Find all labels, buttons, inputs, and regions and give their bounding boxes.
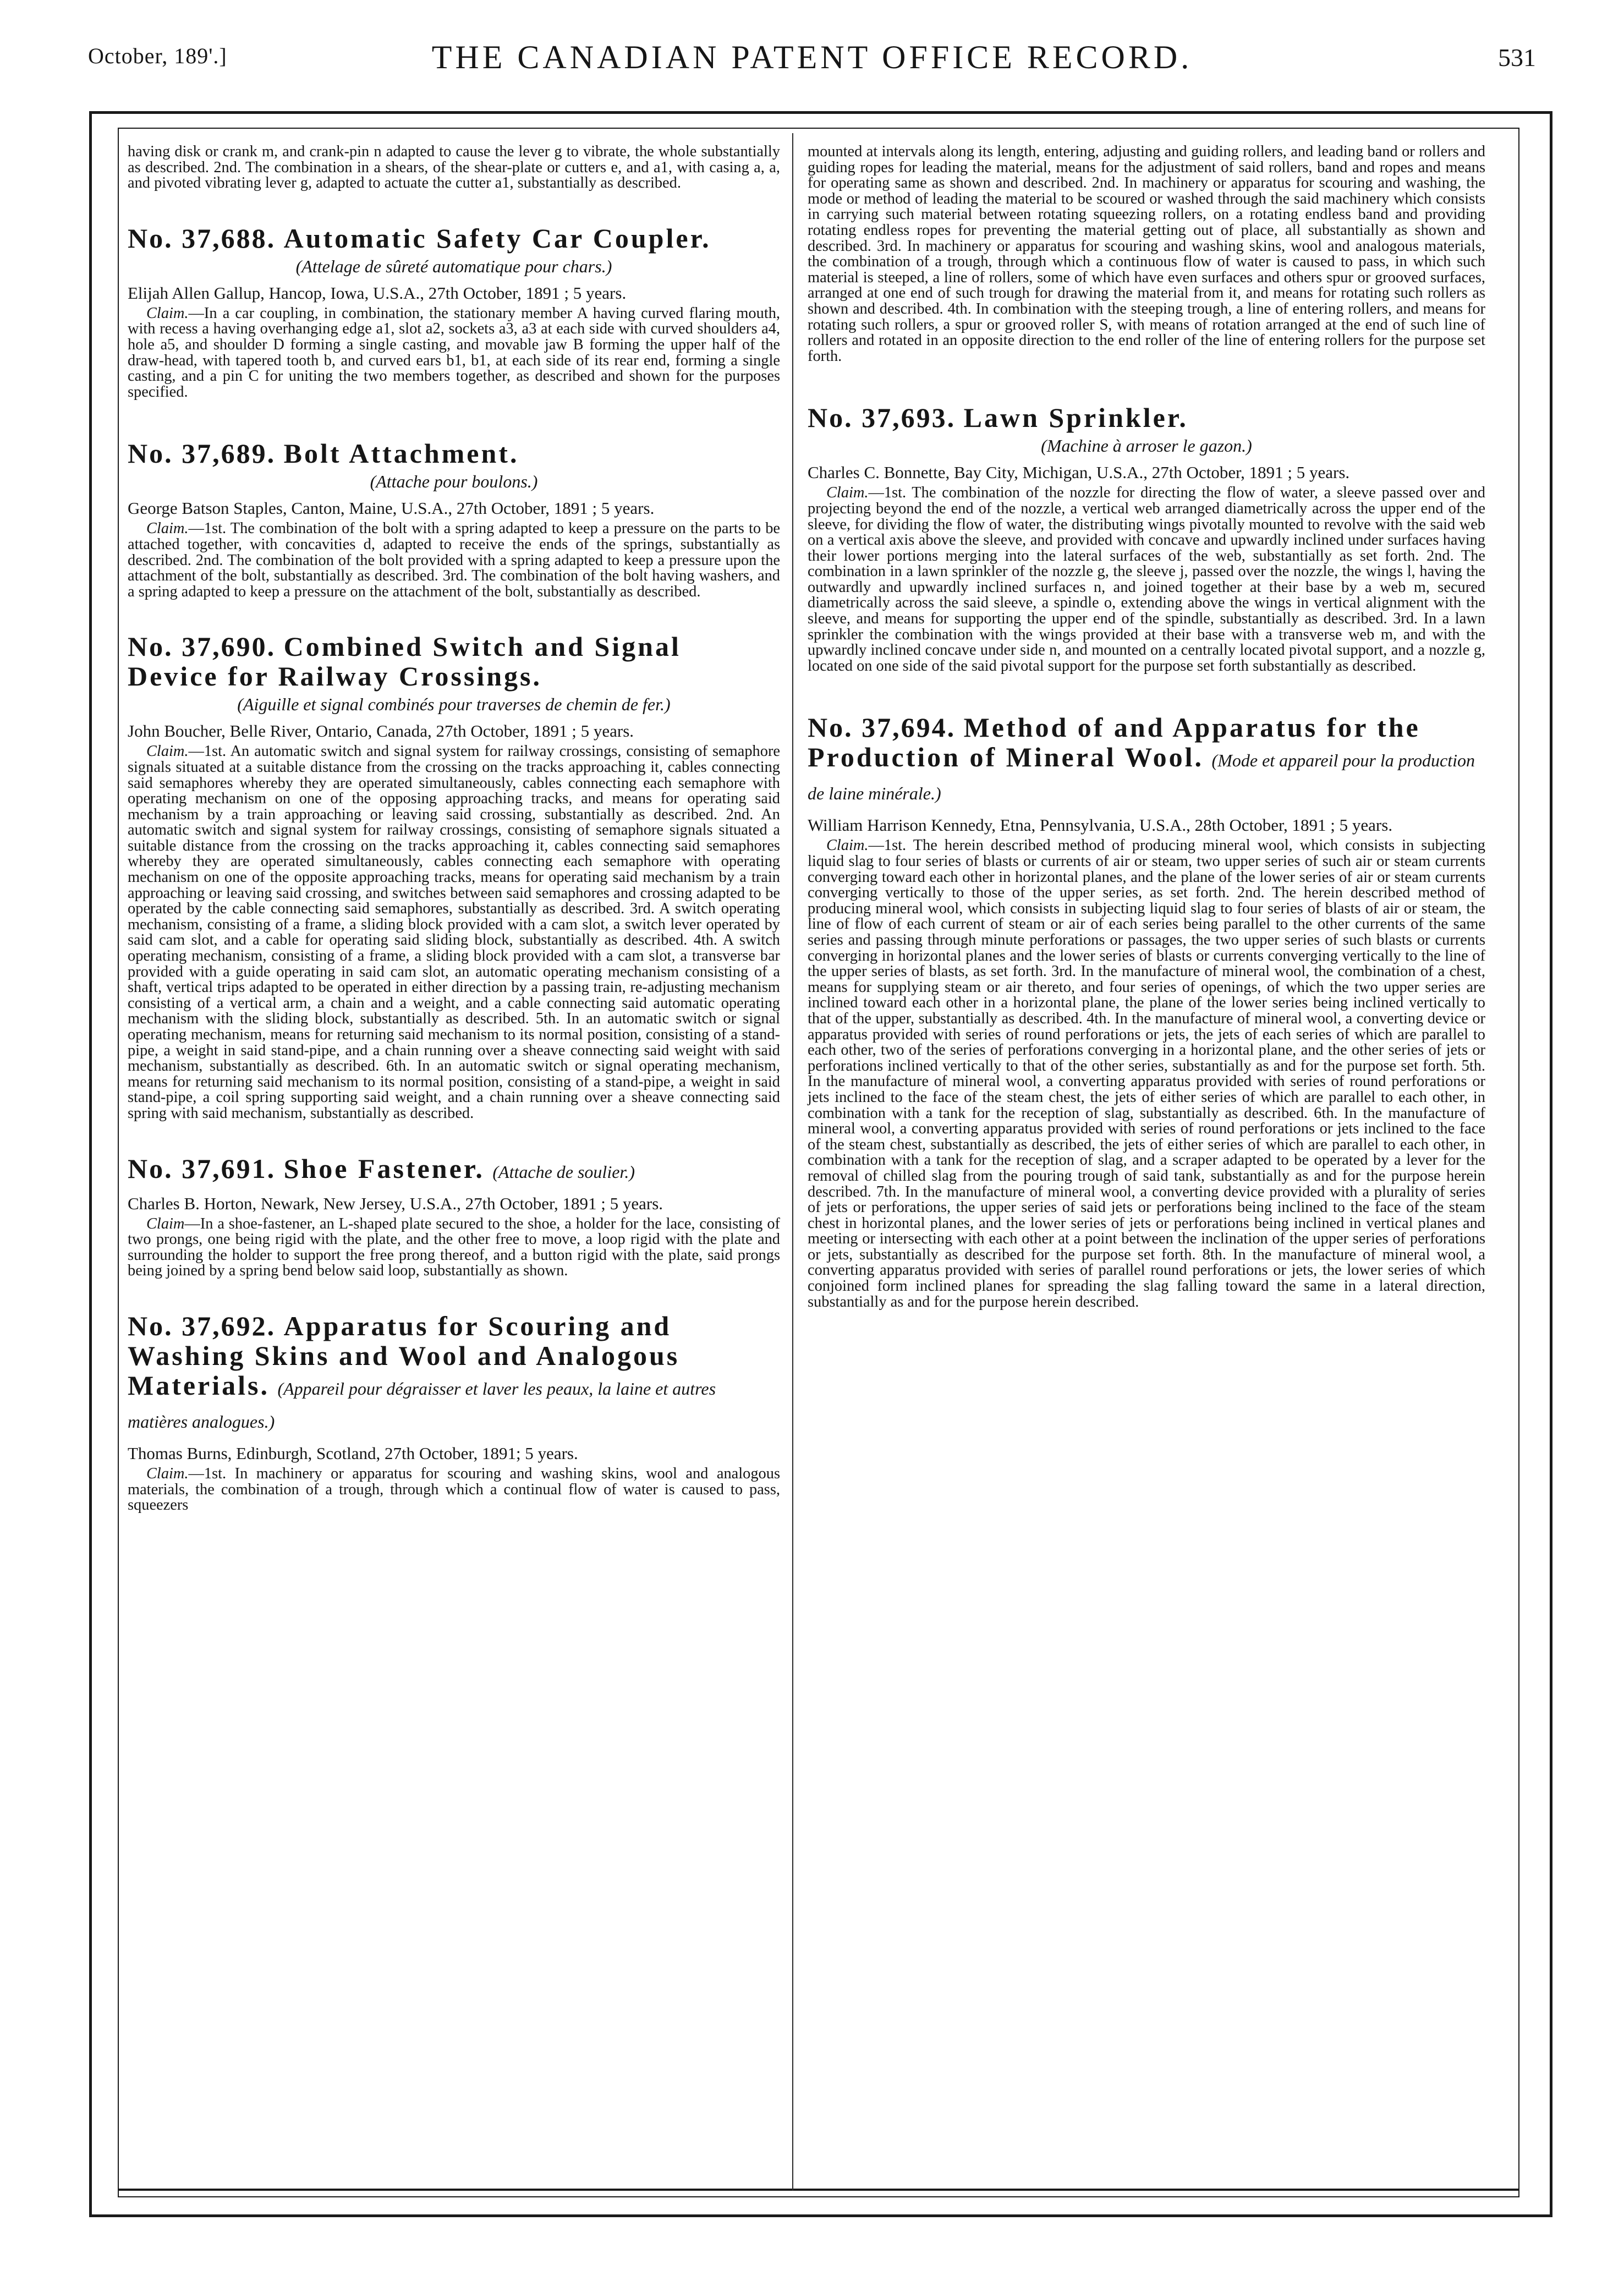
- entry-french-title: (Attache pour boulons.): [370, 471, 538, 492]
- frame-bottom-rule: [118, 2189, 1519, 2191]
- entry-inventor: Charles B. Horton, Newark, New Jersey, U.S.A., 27th October, 1891 ; 5 years.: [128, 1193, 663, 1213]
- header-date: October, 189'.]: [88, 43, 227, 68]
- entry-inventor: Charles C. Bonnette, Bay City, Michigan, U.S.A., 27th October, 1891 ; 5 years.: [808, 463, 1350, 482]
- entry-heading: [128, 632, 780, 691]
- claim-label: Claim: [146, 1215, 185, 1232]
- patent-entry-37691: [128, 1154, 780, 1279]
- entry-french-title: (Attache de soulier.): [492, 1161, 635, 1182]
- claim-text: —In a shoe-fastener, an L-shaped plate secured to the shoe, a holder for the lace, consisting of two prongs, one being rigid with the plate, and the other free to move, a loop rigid with the plate and surrounding the holder to support the free prong thereof, and a button rigid with the plate, said prongs being joined by a spring bend below said loop, substantially as shown.: [128, 1215, 780, 1280]
- patent-entry-37689: [128, 438, 780, 600]
- entry-claim: [128, 1216, 780, 1279]
- entry-french-title: (Mode et appareil pour la production de laine minérale.): [808, 750, 1475, 804]
- entry-heading: [128, 438, 780, 468]
- entry-inventor: Thomas Burns, Edinburgh, Scotland, 27th October, 1891; 5 years.: [128, 1443, 578, 1463]
- entry-claim: [808, 485, 1485, 674]
- right-column: [808, 144, 1485, 1310]
- claim-label: Claim.: [146, 304, 189, 322]
- entry-title: Automatic Safety Car Coupler.: [283, 222, 711, 254]
- entry-number: No. 37,689.: [128, 438, 276, 469]
- entry-number: No. 37,692.: [128, 1310, 276, 1341]
- entry-number: No. 37,691.: [128, 1153, 276, 1184]
- entry-title: Shoe Fastener.: [283, 1153, 485, 1184]
- entry-heading: [128, 223, 780, 253]
- claim-text: —1st. In machinery or apparatus for scouring and washing skins, wool and analogous materials, the combination of a trough, through which a continual flow of water is caused to pass, squeezers: [128, 1465, 780, 1514]
- claim-text: —1st. The combination of the nozzle for directing the flow of water, a sleeve passed over and projecting beyond the end of the nozzle, a vertical web arranged diametrically across the upper end of the sleeve, for dividing the flow of water, the distributing wings pivotally mounted to revolve with the said web on a vertical axis above the sleeve, and provided with concave and upwardly inclined under surfaces having their lower portions merging into the lateral surfaces of the web, substantially as set forth. 2nd. The combination in a lawn sprinkler of the nozzle g, the sleeve j, passed over the nozzle, the wings l, having the outwardly and upwardly inclined surfaces n, and joined together at their base by a web m, secured diametrically across the said sleeve, a spindle o, extending above the wings in vertical alignment with the sleeve, and means for supporting the upper end of the spindle, substantially as described. 3rd. In a lawn sprinkler the combination with the wings provided at their base with a transverse web m, and with the upwardly inclined concave under side n, and mounted on a centrally located pivotal support, and a nozzle g, located on one side of the said pivotal support for the purpose set forth substantially as described.: [808, 484, 1485, 675]
- entry-heading: [128, 1154, 780, 1187]
- entry-french-title: (Appareil pour dégraisser et laver les peaux, la laine et autres matières analogues.): [128, 1378, 716, 1432]
- entry-number: No. 37,688.: [128, 222, 276, 254]
- claim-label: Claim.: [826, 484, 869, 502]
- entry-french-title: (Attelage de sûreté automatique pour chars.): [295, 256, 612, 276]
- patent-entry-37694: [808, 712, 1485, 1310]
- entry-inventor: John Boucher, Belle River, Ontario, Canada, 27th October, 1891 ; 5 years.: [128, 721, 634, 741]
- entry-claim: [128, 306, 780, 401]
- entry-title: Method of and Apparatus for the Production of Mineral Wool.: [808, 712, 1420, 773]
- right-continuation: mounted at intervals along its length, entering, adjusting and guiding rollers, and leading band or rollers and guiding ropes for leading the material, means for the adjustment of said rollers, band and ropes and means for operating same as shown and described. 2nd. In machinery or apparatus for scouring and washing, the mode or method of leading the material to be scoured or washed through the said machinery which consists in carrying such material between rotating squeezing rollers, on a rotating endless band and providing rotating endless ropes for preventing the material getting out of place, all substantially as shown and described. 3rd. In machinery or apparatus for scouring and washing skins, wool and analogous materials, the combination of a trough, through which a continuous flow of water is caused to pass, in which such material is steeped, a line of rollers, some of which have even surfaces and others spur or grooved surfaces, arranged at one end of such trough for drawing the material from it, and means for rotating such rollers as shown and described. 4th. In combination with the steeping trough, a line of entering rollers, and means for rotating such rollers, a spur or grooved roller S, with means of rotation arranged at the end of such line of rollers and rotated in an opposite direction to the end roller of the line of entering rollers for the purpose set forth.: [808, 143, 1485, 365]
- entry-title: Combined Switch and Signal Device for Railway Crossings.: [128, 631, 681, 692]
- header-title: THE CANADIAN PATENT OFFICE RECORD.: [431, 39, 1193, 75]
- claim-text: —1st. The herein described method of producing mineral wool, which consists in subjecting liquid slag to four series of blasts or currents of air or steam, two upper series of such air or steam currents converging toward each other in horizontal planes, and the plane of the lower series of air or steam currents converging vertically to those of the upper series, as set forth. 2nd. The herein described method of producing mineral wool, which consists in subjecting liquid slag to four series of blasts of air or steam, the line of flow of each current of steam or air of each series being parallel to the other currents of the same series and passing through minute perforations or passages, the two upper series of such blasts or currents converging in horizontal planes and the lower series of blasts or currents converging vertically to the line of the upper series of blasts, as set forth. 3rd. In the manufacture of mineral wool, the combination of a chest, means for supplying steam or air thereto, and four series of openings, of which the two upper series are inclined toward each other in a horizontal plane, the plane of the lower series being inclined vertically to that of the upper, substantially as described. 4th. In the manufacture of mineral wool, a converting device or apparatus provided with series of round perforations or jets, the jets of each series of which are parallel to each other, two of the series of perforations converging in a horizontal plane, and the other series of jets or perforations inclined vertically to that of the other series, substantially as and for the purpose set forth. 5th. In the manufacture of mineral wool, a converting apparatus provided with series of round perforations or jets inclined to the face of the steam chest, the jets of either series of which are parallel to each other, in combination with a tank for the reception of slag, substantially as described. 6th. In the manufacture of mineral wool, a converting apparatus provided with series of round perforations or jets inclined to the face of the steam chest, substantially as described, the jets of either series of which are parallel to each other, in combination with a tank for the reception of slag, and a scraper adapted to be operated by a lever for the removal of chilled slag from the pouring trough of said tank, substantially as and for the purpose herein described. 7th. In the manufacture of mineral wool, a converting device provided with a plurality of series of jets or perforations, the upper series of said jets or perforations being inclined to the face of the steam chest in horizontal planes, and the lower series of jets or perforations being inclined in vertical planes and meeting or intersecting with each other at a point between the inclination of the upper series of perforations or jets, substantially as described for the purpose set forth. 8th. In the manufacture of mineral wool, a converting apparatus provided with series of parallel round perforations or jets, the lower series of which conjoined form inclined planes for spreading the slag falling toward the same in a lateral direction, substantially as and for the purpose herein described.: [808, 837, 1485, 1311]
- claim-label: Claim.: [146, 1465, 189, 1482]
- claim-text: —1st. The combination of the bolt with a spring adapted to keep a pressure on the parts to be attached together, with concavities d, adapted to receive the ends of the springs, substantially as described. 2nd. The combination of the bolt provided with a spring adapted to keep a pressure upon the attachment of the bolt, substantially as described. 3rd. The combination of the bolt having washers, and a spring adapted to keep a pressure on the attachment of the bolt, substantially as described.: [128, 520, 780, 600]
- left-column: [128, 144, 780, 1514]
- entry-heading: [808, 712, 1485, 808]
- entry-claim: [128, 1466, 780, 1514]
- entry-title: Lawn Sprinkler.: [963, 402, 1188, 434]
- patent-entry-37688: [128, 223, 780, 401]
- entry-claim: [128, 744, 780, 1121]
- claim-label: Claim.: [826, 837, 869, 854]
- entry-claim: [808, 838, 1485, 1310]
- entry-claim: [128, 521, 780, 600]
- entry-number: No. 37,690.: [128, 631, 276, 662]
- patent-entry-37692: [128, 1311, 780, 1514]
- claim-text: —1st. An automatic switch and signal system for railway crossings, consisting of semaphore signals situated at a suitable distance from the crossing on the tracks approaching it, cables connecting said semaphores whereby they are operated simultaneously, cables connecting each semaphore with operating mechanism on one of the opposing approaching tracks, and means for operating said mechanism by a train approaching or leaving said crossing, substantially as described. 2nd. An automatic switch and signal system for railway crossings, consisting of semaphore signals situated a suitable distance from the crossing on the tracks approaching it, cables connecting said semaphores whereby they are operated simultaneously, cables connecting each semaphore with operating mechanism on one of the opposite approaching tracks, means for operating said mechanism by a train approaching or leaving said crossing, and switches between said semaphores and crossing adapted to be operated by the cable connecting said semaphores, substantially as described. 3rd. A switch operating mechanism, consisting of a frame, a sliding block provided with a cam slot, a switch lever operated by said cam slot, and a cable for operating said sliding block, substantially as described. 4th. A switch operating mechanism, consisting of a frame, a sliding block provided with a cam slot, a transverse bar provided with a guide operating in said cam slot, an automatic operating mechanism consisting of a shaft, vertical trips adapted to be operated in either direction by a passing train, re-adjusting mechanism consisting of a vertical arm, a chain and a weight, and a cable connecting said automatic operating mechanism with the sliding block, substantially as described. 5th. In an automatic switch or signal operating mechanism, means for returning said mechanism to its normal position, consisting of a stand-pipe, a weight in said stand-pipe, and a chain running over a sheave connecting said weight with said mechanism, substantially as described. 6th. In an automatic switch or signal operating mechanism, means for returning said mechanism to its normal position, consisting of a stand-pipe, a weight in said stand-pipe, a coil spring supporting said weight, and a chain running over a sheave connecting said spring with said mechanism, substantially as described.: [128, 743, 780, 1122]
- claim-label: Claim.: [146, 520, 189, 538]
- header-page-number: 531: [1498, 43, 1536, 72]
- entry-title: Bolt Attachment.: [283, 438, 519, 469]
- patent-entry-37693: [808, 403, 1485, 674]
- entry-number: No. 37,694.: [808, 712, 956, 743]
- entry-inventor: William Harrison Kennedy, Etna, Pennsylvania, U.S.A., 28th October, 1891 ; 5 years.: [808, 815, 1393, 835]
- column-divider: [792, 133, 793, 2191]
- entry-french-title: (Aiguille et signal combinés pour traverses de chemin de fer.): [237, 694, 671, 715]
- entry-title: Apparatus for Scouring and Washing Skins and Wool and Analogous Materials.: [128, 1310, 680, 1401]
- entry-french-title: (Machine à arroser le gazon.): [1041, 436, 1252, 456]
- claim-text: —In a car coupling, in combination, the stationary member A having curved flaring mouth, with recess a having overhanging edge a1, slot a2, sockets a3, a3 at each side with curved shoulders a4, hole a5, and shoulder D forming a single casting, and movable jaw B forming the upper half of the draw-head, with tapered tooth b, and curved ears b1, b1, at each side of its rear end, forming a single casting, and a pin C for uniting the two members together, as described and shown for the purposes specified.: [128, 304, 780, 401]
- patent-entry-37690: [128, 632, 780, 1121]
- entry-heading: [808, 403, 1485, 432]
- entry-inventor: George Batson Staples, Canton, Maine, U.S.A., 27th October, 1891 ; 5 years.: [128, 498, 655, 518]
- entry-heading: [128, 1311, 780, 1436]
- left-continuation: having disk or crank m, and crank-pin n adapted to cause the lever g to vibrate, the whole substantially as described. 2nd. The combination in a shears, of the shear-plate or cutters e, and a1, with casing a, a, and pivoted vibrating lever g, adapted to actuate the cutter a1, substantially as described.: [128, 143, 780, 192]
- claim-label: Claim.: [146, 743, 189, 760]
- entry-number: No. 37,693.: [808, 402, 956, 434]
- entry-inventor: Elijah Allen Gallup, Hancop, Iowa, U.S.A., 27th October, 1891 ; 5 years.: [128, 283, 627, 303]
